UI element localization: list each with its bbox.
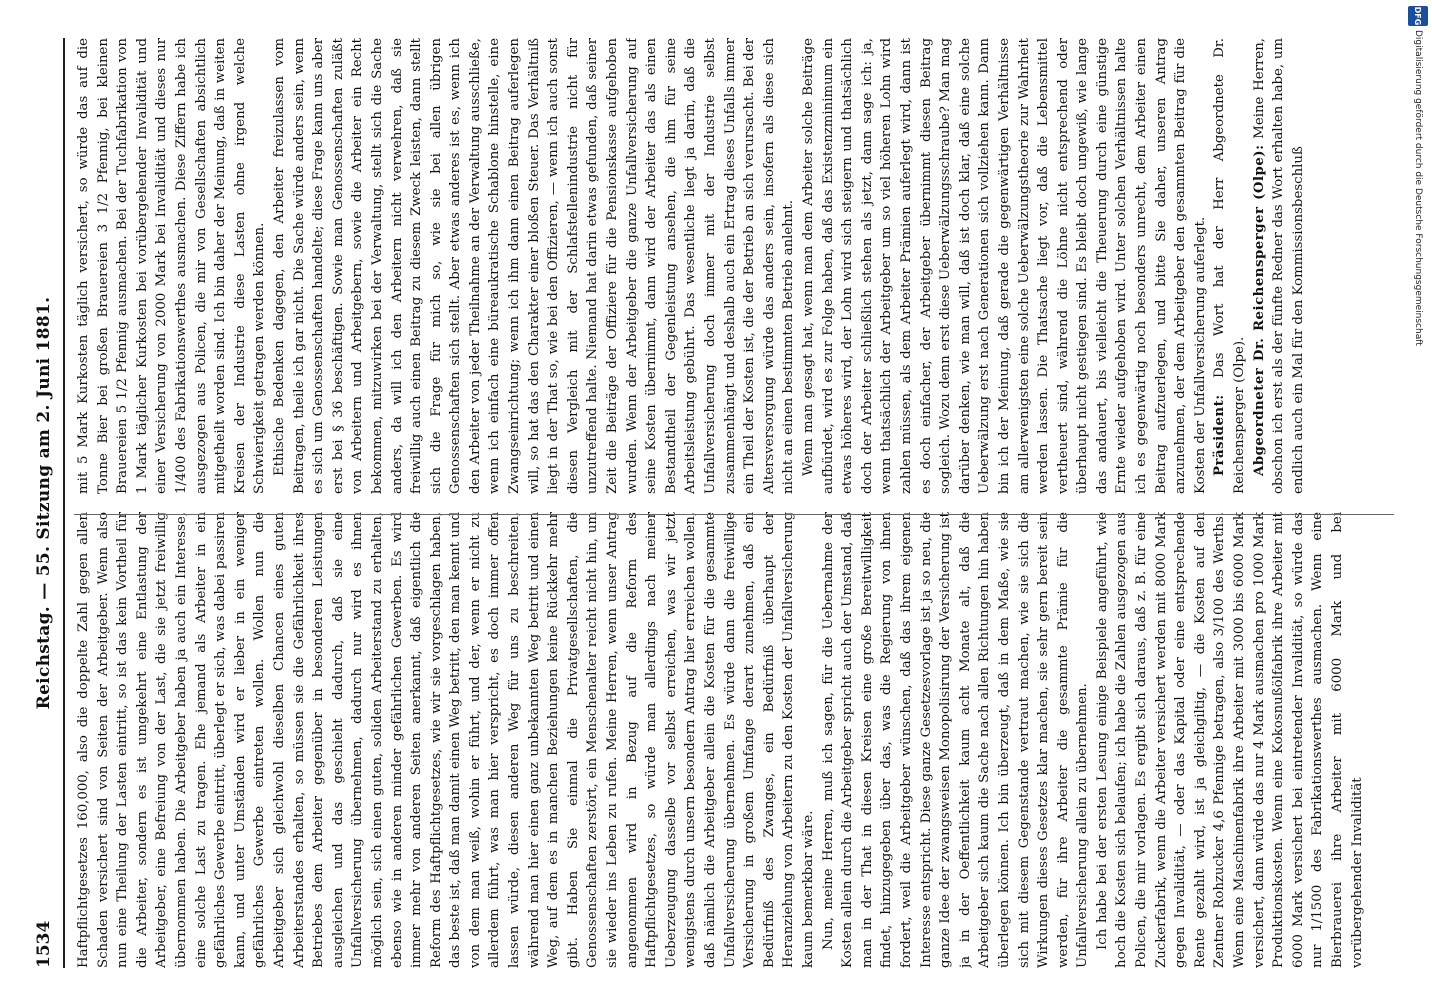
deputy-label: Abgeordneter Dr. Reichensperger (Olpe): [1251, 144, 1267, 476]
dfg-logo: DFG [1408, 6, 1428, 26]
deputy-text: Meine Herren, obschon ich erst als der fünfte Redner das Wort erhalten habe, um endlich auch ein Mal für den Kommissionsbeschluß [1251, 38, 1306, 494]
president-text: Das Wort hat der Herr Abgeordnete Dr. Reichensperger (Olpe). [1212, 38, 1248, 494]
digitization-note: Digitalisierung gefördert durch die Deutsche Forschungsgemeinschaft [1413, 30, 1423, 346]
left-column [74, 512, 1394, 968]
right-paragraph-2: Ethische Bedenken dagegen, den Arbeiter freizulassen vom Beitragen, theile ich gar nicht. Die Sache würde anders sein, wenn es sich um Genossenschaften handelte; diese Frage kann uns aber erst bei § 36 beschäftigen. Sowie man Genossenschaften zuläßt von Arbeitern und Arbeitgebern, sowie die Arbeiter ein Recht bekommen, mitzuwirken bei der Verwaltung, stellt sich die Sache anders, da will ich den Arbeitern nicht verwehren, daß sie freiwillig auch einen Beitrag zu diesem Zweck leisten, dann stellt sich die Frage für mich so, wie sie bei allen übrigen Genossenschaften sich stellt. Aber etwas anderes ist es, wenn ich den Arbeiter von jeder Theilnahme an der Verwaltung ausschließe, wenn ich einfach eine büreaukratische Schablone hinstelle, eine Zwangseinrichtung; wenn ich ihm dann einen Beitrag auferlegen will, so hat das den Charakter einer bloßen Steuer. Das Verhältniß liegt in der That so, wie bei den Offizieren, — wenn ich auch sonst diesen Vergleich mit der Schlafstellenindustrie nicht für unzutreffend halte. Niemand hat darin etwas gefunden, daß seiner Zeit die Beiträge der Offiziere für die Pensionskasse aufgehoben wurden. Wenn der Arbeitgeber die ganze Unfallversicherung auf seine Kosten übernimmt, dann wird der Arbeiter das als einen Bestandtheil der Gegenleistung ansehen, die ihm für seine Arbeitsleistung gebührt. Das wesentliche liegt ja darin, daß die Unfallversicherung doch immer mit der Industrie selbst zusammenhängt und deshalb auch ein Ertrag dieses Unfalls immer ein Theil der Kosten ist, die der Betrieb an sich verursacht. Bei der Altersversorgung würde das anders sein, insofern als diese sich nicht an einen bestimmten Betrieb anlehnt. [271, 38, 797, 494]
header-rule [63, 38, 65, 968]
president-label: Präsident: [1212, 394, 1228, 476]
digitization-sidebar [1404, 0, 1432, 1000]
page-number: 1534 [34, 920, 54, 968]
deputy-statement [1250, 38, 1309, 494]
right-paragraph-3: Wenn man gesagt hat, wenn man dem Arbeiter solche Beiträge aufbürdet, wird es zur Folge haben, daß das Existenzminimum ein etwas höheres wird, der Lohn wird sich steigern und thatsächlich doch der Arbeiter schließlich stehen als jetzt, dann sage ich: ja, wenn thatsächlich der Arbeitgeber um so viel höheren Lohn wird zahlen müssen, als dem Arbeiter Prämien auferlegt wird, dann ist es doch einfacher, der Arbeitgeber übernimmt diesen Beitrag sogleich. Wozu denn erst diese Ueberwälzungsschraube? Man mag darüber denken, wie man will, daß ist doch klar, daß eine solche Ueberwälzung erst nach Generationen sich vollziehen kann. Dann bin ich der Meinung, daß gerade die gegenwärtigen Verhältnisse am allerwenigsten eine solche Ueberwälzungstheorie zur Wahrheit werden lassen. Die Thatsache liegt vor, daß die Lebensmittel vertheuert sind, während die Löhne nicht entsprechend oder überhaupt nicht gestiegen sind. Es bleibt doch ungewiß, wie lange das andauert, bis vielleicht die Theuerung durch eine günstige Ernte wieder aufgehoben wird. Unter solchen Verhältnissen halte ich es gegenwärtig noch besonders unrecht, dem Arbeiter einen Beitrag aufzuerlegen, und bitte Sie daher, unseren Antrag anzunehmen, der dem Arbeitgeber den gesammten Beitrag für die Kosten der Unfallversicherung auferlegt. [800, 38, 1208, 494]
left-paragraph-2: Nun, meine Herren, muß ich sagen, für die Uebernahme der Kosten allein durch die Arbeitgeber spricht auch der Umstand, daß man in der That in diesen Kreisen eine große Bereitwilligkeit findet, hinzugegeben über das, was die Regierung von ihnen fordert, weil die Arbeitgeber wünschen, daß das ihrem eigenen Interesse entspricht. Diese ganze Gesetzesvorlage ist ja so neu, die ganze Idee der zwangsweisen Monopolisirung der Versicherung ist ja in der Oeffentlichkeit kaum acht Monate alt, daß die Arbeitgeber sich kaum die Sache nach allen Richtungen hin haben überlegen können. Ich bin überzeugt, daß in dem Maße, wie sie sich mit diesem Gegenstande vertraut machen, wie sie sich die Wirkungen dieses Gesetzes klar machen, sie sehr gern bereit sein werden, für ihre Arbeiter die gesammte Prämie für die Unfallversicherung allein zu übernehmen. [820, 512, 1091, 968]
page-header [34, 38, 60, 968]
left-paragraph-1: Haftpflichtgesetzes 160,000, also die doppelte Zahl gegen allen Schaden versichert sind von Seiten der Arbeitgeber. Wenn also nun eine Theilung der Lasten eintritt, so ist das kein Vortheil für die Arbeiter, sondern es ist umgekehrt eine Entlastung der Arbeitgeber, eine Befreiung von der Last, die sie jetzt freiwillig übernommen haben. Die Arbeitgeber haben ja auch ein Interesse, eine solche Last zu tragen. Ehe jemand als Arbeiter in ein gefährliches Gewerbe eintritt, überlegt er sich, was dabei passiren kann, und unter Umständen wird er lieber in ein weniger gefährliches Gewerbe eintreten wollen. Wollen nun die Arbeitgeber sich gleichwohl dieselben Chancen eines guten Arbeiterstandes erhalten, so müssen sie die Gefährlichkeit ihres Betriebes dem Arbeiter gegenüber in besonderen Leistungen ausgleichen und das geschieht dadurch, daß sie eine Unfallversicherung übernehmen, dadurch nur wird es ihnen möglich sein, sich einen guten, soliden Arbeiterstand zu erhalten, ebenso wie in anderen minder gefährlichen Gewerben. Es wird immer mehr von anderen Seiten anerkannt, daß eigentlich die Reform des Haftpflichtgesetzes, wie wir sie vorgeschlagen haben, das beste ist, daß man damit einen Weg betritt, den man kennt und von dem man weiß, wohin er führt, und der, wenn er nicht zu allerdem führt, was man hier verspricht, es doch immer offen lassen würde, diesen anderen Weg für uns zu beschreiten, während man hier einen ganz unbekannten Weg betritt und einen Weg, auf dem es in manchen Beziehungen keine Rückkehr mehr gibt. Haben Sie einmal die Privatgesellschaften, die Genossenschaften zerstört, ein Menschenalter reicht nicht hin, um sie wieder ins Leben zu rufen. Meine Herren, wenn unser Antrag angenommen wird in Bezug auf die Reform des Haftpflichtgesetzes, so würde man allerdings nach meiner Ueberzeugung dasselbe vor selbst erreichen, was wir jetzt wenigstens durch unsern besondern Antrag hier erreichen wollen, daß nämlich die Arbeitgeber allein die Kosten für die gesammte Unfallversicherung übernehmen. Es würde dann die freiwillige Versicherung in großem Umfange derart zunehmen, daß ein Bedürfniß des Zwanges, ein Bedürfniß überhaupt der Heranziehung von Arbeitern zu den Kosten der Unfallversicherung kaum bemerkbar wäre. [76, 512, 816, 968]
running-title: Reichstag. — 55. Sitzung am 2. Juni 1881. [34, 296, 54, 710]
president-statement [1210, 38, 1249, 494]
right-column [74, 38, 1394, 494]
column-divider [74, 514, 1394, 515]
right-paragraph-1: mit 5 Mark Kurkosten täglich versichert, so würde das auf die Tonne Bier bei großen Brauereien 3 1/2 Pfennig, bei kleinen Brauereien 5 1/2 Pfennig ausmachen. Bei der Tuchfabrikation von 1 Mark täglicher Kurkosten bei vorübergehender Invalidität und einer Versicherung von 2000 Mark bei Invalidität und dieses nur 1/400 des Fabrikationswerthes ausmachen. Diese Ziffern habe ich ausgezogen aus Policen, die mir von Gesellschaften absichtlich mitgetheilt worden sind. Ich bin daher der Meinung, daß in weiten Kreisen der Industrie diese Lasten ohne irgend welche Schwierigkeit getragen werden können. [76, 38, 268, 494]
left-paragraph-3: Ich habe bei der ersten Lesung einige Beispiele angeführt, wie hoch die Kosten sich belaufen; ich habe die Zahlen ausgezogen aus Policen, die mir vorlagen. Es ergibt sich daraus, daß z. B. für eine Zuckerfabrik, wenn die Arbeiter versichert werden mit 8000 Mark gegen Invalidität, — oder das Kapital oder eine entsprechende Rente gezahlt wird, ist ja gleichgiltig, — die Kosten auf den Zentner Rohzucker 4,6 Pfennige betragen, also 3/100 des Werths. Wenn eine Maschinenfabrik ihre Arbeiter mit 3000 bis 6000 Mark versichert, dann würde das nur 4 Mark ausmachen pro 1000 Mark Produktionskosten. Wenn eine Kokosnußölfabrik ihre Arbeiter mit 6000 Mark versichert bei eintretender Invalidität, so würde das nur 1/1500 des Fabrikationswerthes ausmachen. Wenn eine Bierbrauerei ihre Arbeiter mit 6000 Mark und bei vorübergehender Invalidität [1094, 512, 1365, 968]
